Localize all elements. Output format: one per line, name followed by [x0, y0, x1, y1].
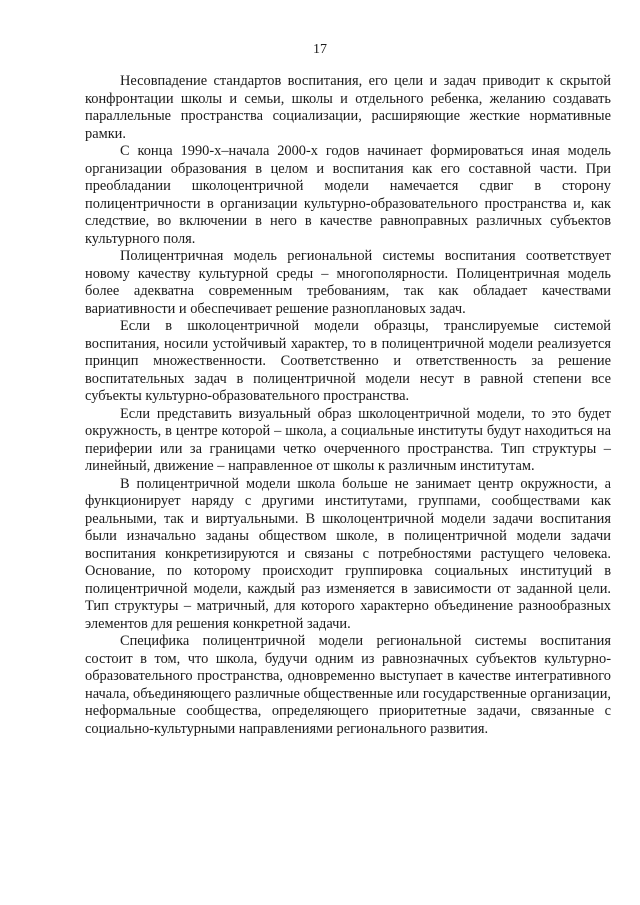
paragraph: Если представить визуальный образ школоцентричной модели, то это будет окружность, в центре которой – школа, а социальные институты будут находиться на периферии или за границами четко очерченного пространства. Тип структуры – линейный, движение – направленное от школы к различным институтам.	[85, 405, 611, 474]
paragraph: Полицентричная модель региональной системы воспитания соответствует новому качеству культурной среды – многополярности. Полицентричная модель более адекватна современным требованиям, так как обладает качествами вариативности и обеспечивает решение разноплановых задач.	[85, 248, 611, 317]
paragraph: Если в школоцентричной модели образцы, транслируемые системой воспитания, носили устойчивый характер, то в полицентричной модели реализуется принцип множественности. Соответственно и ответственность за решение воспитательных задач в полицентричной модели несут в равной степени все субъекты культурно-образовательного пространства.	[85, 318, 611, 404]
document-body	[85, 73, 611, 738]
paragraph: В полицентричной модели школа больше не занимает центр окружности, а функционирует наряду с другими институтами, группами, сообществами как реальными, так и виртуальными. В школоцентричной модели задачи воспитания были изначально заданы обществом школе, в полицентричной модели задачи воспитания конкретизируются и связаны с потребностями растущего человека. Основание, по которому происходит группировка социальных институций в полицентричной модели, каждый раз изменяется в зависимости от заданной цели. Тип структуры – матричный, для которого характерно объединение разнообразных элементов для решения конкретной задачи.	[85, 475, 611, 632]
paragraph: Специфика полицентричной модели региональной системы воспитания состоит в том, что школа, будучи одним из равнозначных субъектов культурно-образовательного пространства, одновременно выступает в качестве интегративного начала, объединяющего различные общественные или государственные организации, неформальные сообщества, определяющего приоритетные задачи, связанные с социально-культурными направлениями регионального развития.	[85, 633, 611, 737]
paragraph: Несовпадение стандартов воспитания, его цели и задач приводит к скрытой конфронтации школы и семьи, школы и отдельного ребенка, желанию создавать параллельные пространства социализации, расширяющие жесткие нормативные рамки.	[85, 73, 611, 142]
paragraph: С конца 1990-х–начала 2000-х годов начинает формироваться иная модель организации образования в целом и воспитания как его составной части. При преобладании школоцентричной модели намечается сдвиг в сторону полицентричности в организации культурно-образовательного пространства и, как следствие, во включении в него в качестве равноправных различных субъектов культурного поля.	[85, 143, 611, 247]
page-number: 17	[313, 42, 327, 57]
